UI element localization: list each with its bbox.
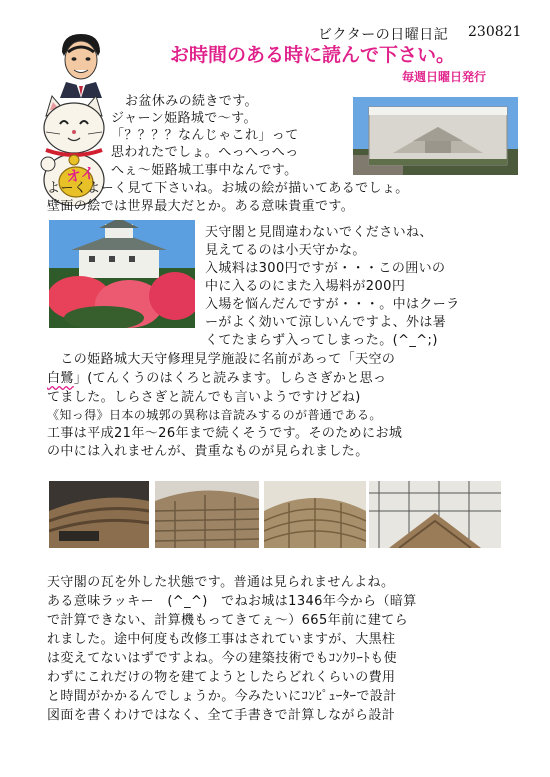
body-line: れました。途中何度も改修工事はされていますが、大黒柱 [47,632,396,647]
weekly-publication-note: 毎週日曜日発行 [402,70,487,84]
body-line: 工事は平成21年～26年まで続くそうです。そのためにお城 [47,426,403,441]
body-line [47,370,386,387]
body-line: 図面を書くわけではなく、全て手書きで計算しながら設計 [47,708,396,723]
body-line: 天守閣の瓦を外した状態です。普通は見られませんよね。 [47,575,395,590]
lead-text: お時間のある時に読んで下さい。 [170,44,456,66]
body-line: 見えてるのは小天守かな。 [205,243,366,258]
body-line: 壁面の絵では世界最大だとか。ある意味貴重です。 [47,199,355,214]
body-line: よーくよーく見て下さいね。お城の絵が描いてあるでしょ。 [47,181,409,196]
body-line: 入場を悩んだんですが・・・。中はクーラ [205,297,460,312]
body-line: てました。しらさぎと読んでも言いようですけどね) [47,390,361,405]
body-line: この姫路城大天守修理見学施設に名前があって「天空の [47,352,396,367]
himeji-flowers-photo [49,220,195,328]
body-line: わずにこれだけの物を建てようとしたらどれくらいの費用 [47,670,396,685]
sky-heron-name: 白鷺 [47,371,74,386]
diary-title: ビクターの日曜日記 [318,27,449,43]
intro-line: 思われたでしょ。へっへっへっ [111,145,299,160]
trivia-note: 《知っ得》日本の城郭の異称は音読みするのが普通である。 [47,408,382,422]
body-line: 天守閣と見間違わないでくださいね、 [205,225,433,240]
body-line: ある意味ラッキー (^_^) でねお城は1346年今から（暗算 [47,594,417,609]
body-line: と時間がかかるんでしょうか。今みたいにｺﾝﾋﾟｭｰﾀｰで設計 [47,689,397,704]
body-line: の中には入れませんが、貴重なものが見られました。 [47,444,369,459]
author-portrait [52,30,110,98]
intro-line: 「？？？？なんじゃこれ」って [111,128,299,143]
roof-interior-photo-1 [49,481,149,548]
intro-line: ジャーン姫路城で～す。 [111,111,257,126]
diary-date: 230821 [468,24,522,40]
body-line: 中に入るのにまた入場料が200円 [205,279,406,294]
reading-explanation: 」(てんくうのはくろと読みます。しらさぎかと思っ [73,371,387,386]
roof-interior-photo-2 [155,481,259,548]
body-line: は変えてないはずですよね。今の建築技術でもｺﾝｸﾘｰﾄも使 [47,651,397,666]
body-line: で計算できない、計算機もってきてぇ～）665年前に建てら [47,613,409,628]
roof-interior-photo-3 [264,481,366,548]
cat-coin-badge: オイ [64,163,97,187]
castle-scaffolding-photo [353,97,518,175]
roof-interior-photo-4 [369,481,501,548]
body-line: ーがよく効いて涼しいんですよ、外は暑 [205,315,447,330]
intro-line: お盆休みの続きです。 [125,94,258,109]
body-line: 入城料は300円ですが・・・この囲いの [205,261,446,276]
intro-line: へぇ～姫路城工事中なんです。 [111,163,298,178]
body-line: くてたまらず入ってしまった。(^_^;) [205,333,438,348]
